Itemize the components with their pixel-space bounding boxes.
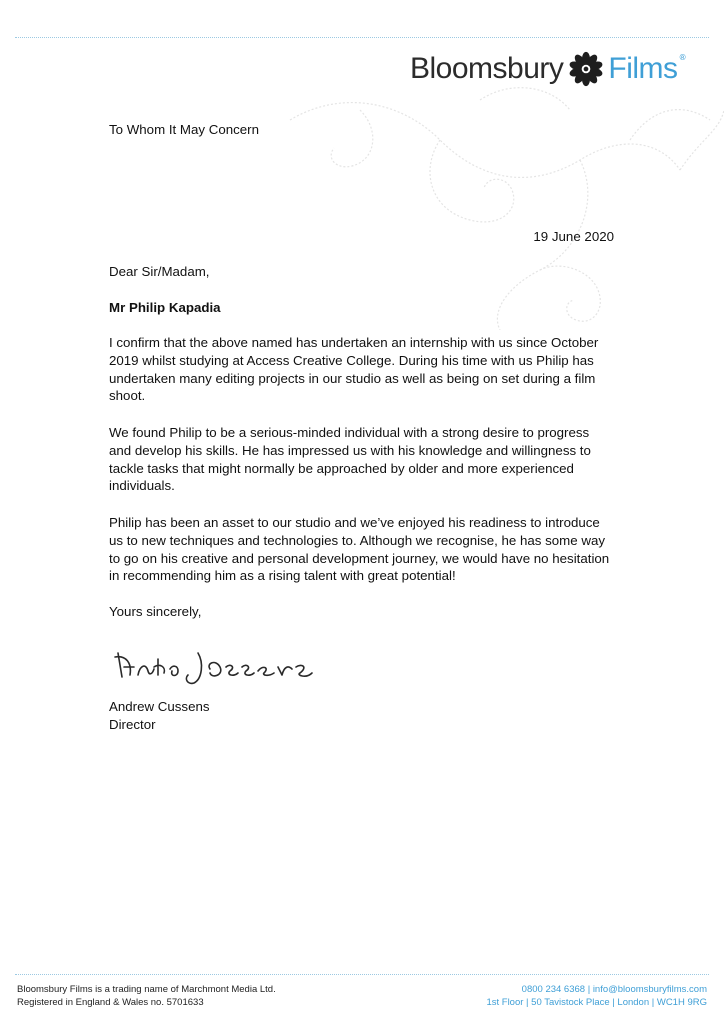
closing: Yours sincerely, (109, 604, 202, 619)
footer-company-info (17, 983, 276, 1009)
body-paragraph-2: We found Philip to be a serious-minded individual with a strong desire to progress and develop his skills. He has impressed us with his knowledge and willingness to tackle tasks that might normally be approached by older and more experienced individuals. (109, 425, 591, 494)
subject-line: Mr Philip Kapadia (109, 300, 221, 315)
signatory-name: Andrew Cussens (109, 699, 210, 714)
handwritten-signature (112, 645, 322, 690)
signatory-title: Director (109, 717, 156, 732)
footer-address: 1st Floor | 50 Tavistock Place | London | WC1H 9RG (486, 997, 707, 1008)
bottom-dotted-rule (15, 974, 709, 975)
footer-trading-name: Bloomsbury Films is a trading name of Marchmont Media Ltd. (17, 984, 276, 995)
letter-date: 19 June 2020 (533, 229, 614, 244)
decorative-swirl-watermark (280, 80, 724, 330)
footer-phone-email: 0800 234 6368 | info@bloomsburyfilms.com (521, 984, 707, 995)
body-paragraph-3: Philip has been an asset to our studio and we’ve enjoyed his readiness to introduce us to new techniques and technologies to. Although we recognise, he has some way to go on his creative and personal development journey, we would have no hesitation in recommending him as a rising talent with great potential! (109, 515, 610, 584)
logo-word-bloomsbury: Bloomsbury (410, 52, 564, 85)
logo-word-films: Films (608, 52, 678, 85)
footer-contact-info (486, 983, 707, 1009)
registered-mark: ® (678, 52, 687, 62)
salutation: Dear Sir/Madam, (109, 264, 210, 279)
addressee: To Whom It May Concern (109, 122, 260, 137)
body-paragraph-1: I confirm that the above named has undertaken an internship with us since October 2019 whilst studying at Access Creative College. During his time with us Philip has undertaken many editing projects in our studio as well as being on set during a film shoot. (109, 335, 599, 404)
footer-registration: Registered in England & Wales no. 5701633 (17, 997, 204, 1008)
top-dotted-rule (15, 37, 709, 38)
